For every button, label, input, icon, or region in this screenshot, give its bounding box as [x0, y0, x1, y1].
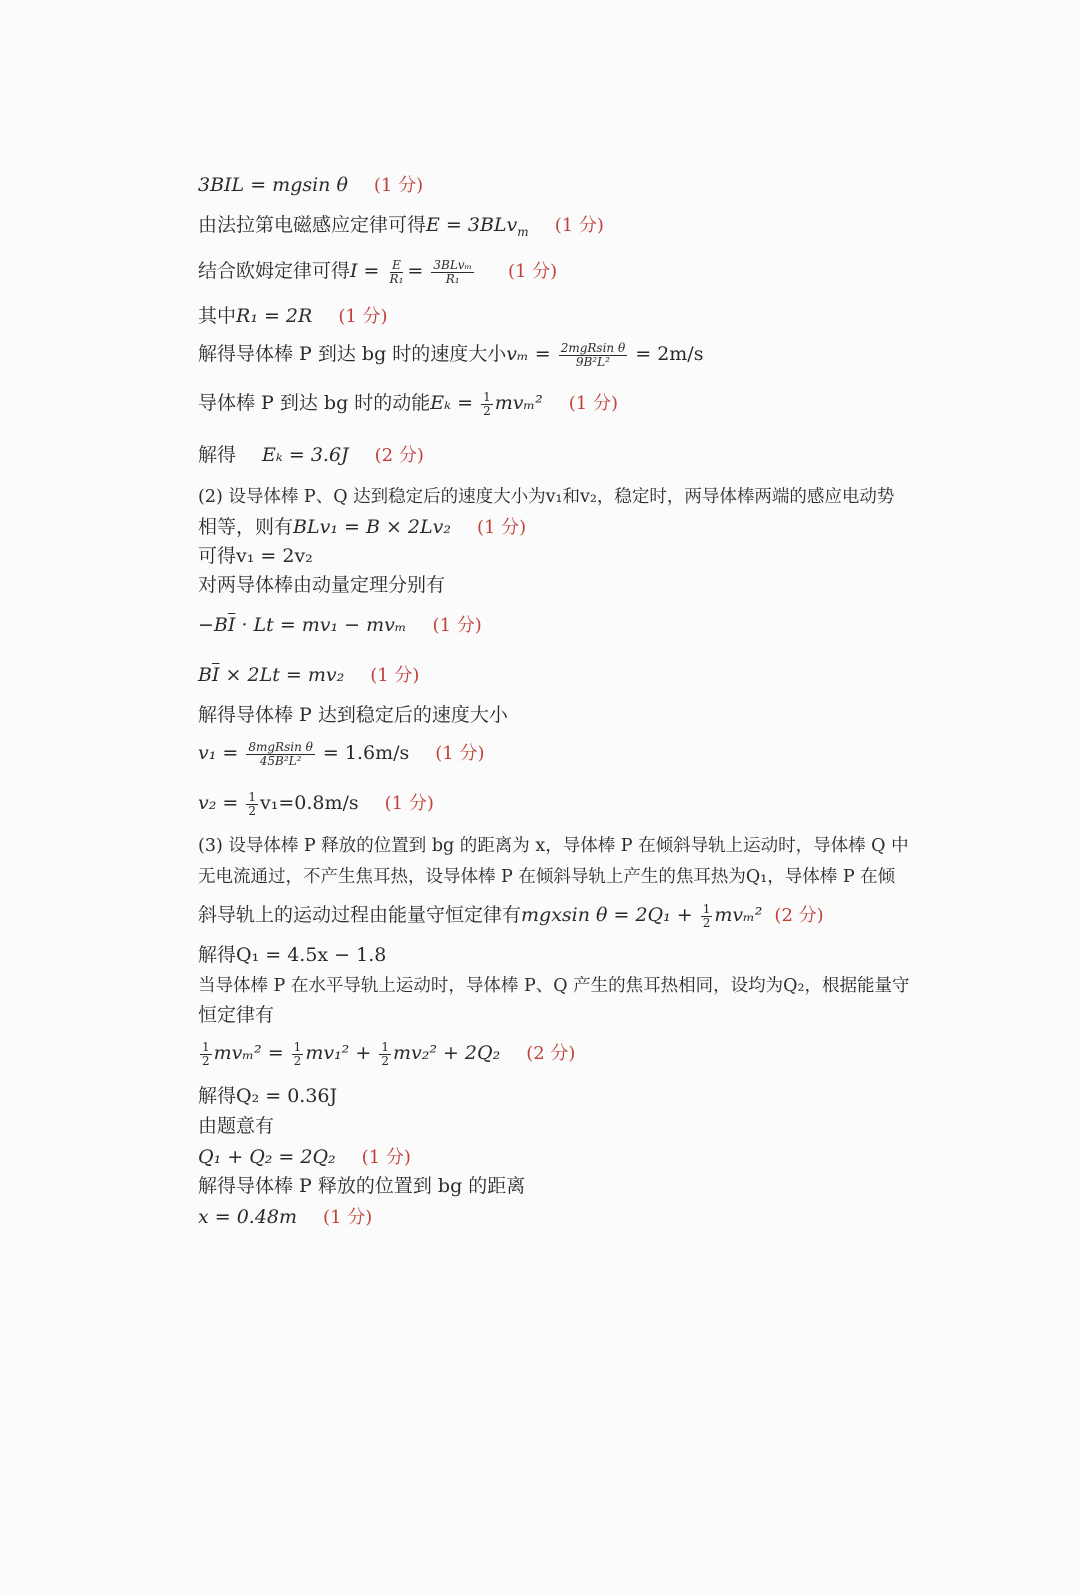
line-given	[198, 1113, 910, 1139]
equation-text: v₂ =	[198, 792, 239, 814]
score-mark: (1 分)	[361, 1147, 411, 1168]
numerator: 1	[248, 789, 256, 804]
equation-text: mvₘ²	[714, 904, 763, 926]
line-q2	[198, 1083, 910, 1109]
denominator: 2	[202, 1053, 210, 1068]
mean-current: $\overline{I}$	[211, 664, 220, 686]
equation-force-balance	[198, 172, 910, 199]
score-mark: (1 分)	[373, 175, 424, 196]
numerator: 2mgRsin θ	[560, 340, 626, 355]
line-momentum-intro	[198, 572, 910, 598]
line-text: 可得v₁ = 2v₂	[198, 545, 313, 567]
subscript: m	[517, 224, 529, 239]
denominator: 2	[293, 1053, 302, 1068]
numerator: 3BLvₘ	[433, 257, 472, 272]
equation-v2	[198, 790, 910, 818]
equation-text: E = 3BLv	[426, 214, 518, 236]
score-mark: (1 分)	[370, 665, 420, 686]
equation-text: R₁ = 2R	[236, 305, 313, 327]
line-text: (2) 设导体棒 P、Q 达到稳定后的速度大小为v₁和v₂，稳定时，两导体棒两端的感应电动势	[198, 487, 895, 507]
equation-text: x = 0.48m	[198, 1206, 298, 1228]
equation-energy	[198, 1040, 910, 1068]
score-mark: (1 分)	[476, 517, 527, 538]
line-text: 斜导轨上的运动过程由能量守恒定律有	[198, 904, 522, 926]
line-text: 解得Q₂ = 0.36J	[198, 1085, 338, 1107]
equation-part: −B	[198, 614, 228, 636]
line-kinetic-energy	[198, 390, 910, 418]
denominator: 2	[381, 1053, 389, 1068]
score-mark: (1 分)	[384, 793, 434, 814]
line-conservation-law	[198, 1002, 910, 1028]
denominator: 2	[483, 403, 491, 418]
equation-text: mv₁² +	[305, 1042, 372, 1064]
score-mark: (1 分)	[554, 215, 604, 236]
equation-text: Eₖ = 3.6J	[262, 444, 349, 466]
line-resistance	[198, 303, 910, 330]
equation-text: mv₂² + 2Q₂	[392, 1042, 501, 1064]
numerator: 1	[381, 1039, 389, 1054]
line-text: 恒定律有	[198, 1004, 275, 1026]
line-steady-speed	[198, 702, 910, 728]
line-faraday-law	[198, 212, 910, 245]
denominator: R₁	[389, 271, 404, 286]
equation-text: Q₁ + Q₂ = 2Q₂	[198, 1146, 336, 1168]
line-text: (3) 设导体棒 P 释放的位置到 bg 的距离为 x，导体棒 P 在倾斜导轨上运动时，导体棒 Q 中	[198, 836, 909, 856]
line-text: 当导体棒 P 在水平导轨上运动时，导体棒 P、Q 产生的焦耳热相同，设均为Q₂，根据能量守	[198, 976, 910, 996]
line-text: 对两导体棒由动量定理分别有	[198, 574, 446, 596]
line-v-relation	[198, 543, 910, 569]
line-text: 由法拉第电磁感应定律可得	[198, 214, 427, 236]
equation-text: mgxsin θ = 2Q₁ +	[521, 904, 693, 926]
equation-q-sum	[198, 1144, 910, 1171]
equation-part: × 2Lt = mv₂	[219, 664, 345, 686]
equation-text: = 1.6m/s	[322, 742, 410, 764]
line-joule-heat	[198, 864, 910, 890]
denominator: R₁	[445, 271, 460, 286]
equation-part: B	[198, 664, 212, 686]
fraction	[379, 1041, 391, 1068]
line-emf-equal	[198, 514, 910, 541]
numerator: 1	[702, 901, 711, 916]
denominator: 2	[248, 803, 256, 818]
fraction	[292, 1041, 304, 1068]
line-text: 其中	[198, 305, 237, 327]
equation-momentum-p	[198, 612, 910, 639]
score-mark: (2 分)	[774, 905, 824, 926]
line-text: 解得导体棒 P 达到稳定后的速度大小	[198, 704, 508, 726]
equation-text: v₁=0.8m/s	[260, 792, 359, 814]
score-mark: (2 分)	[374, 445, 424, 466]
score-mark: (1 分)	[507, 261, 558, 282]
score-mark: (1 分)	[323, 1207, 373, 1228]
denominator: 45B²L²	[259, 753, 302, 768]
equation-text: I =	[350, 260, 380, 282]
fraction	[481, 391, 493, 418]
line-text: 解得Q₁ = 4.5x − 1.8	[198, 944, 387, 966]
numerator: E	[392, 257, 401, 272]
score-mark: (1 分)	[338, 306, 388, 327]
line-horizontal-rail	[198, 973, 910, 999]
fraction	[701, 903, 713, 930]
denominator: 2	[702, 915, 711, 930]
score-mark: (1 分)	[432, 615, 482, 636]
equation-momentum-q	[198, 662, 910, 689]
line-ohm-law: 结合欧姆定律可得I = $\frac{E}{\text{R₁}}$ = $\frac{\text{3BLvₘ}}{\text{R₁}}$ (1 分)	[198, 257, 558, 286]
equation-part: · Lt = mv₁ − mvₘ	[235, 614, 407, 636]
fraction	[200, 1041, 212, 1068]
fraction	[246, 741, 315, 768]
equation-text: BLv₁ = B × 2Lv₂	[293, 516, 451, 538]
line-text: 无电流通过，不产生焦耳热，设导体棒 P 在倾斜导轨上产生的焦耳热为Q₁，导体棒 P 在倾	[198, 867, 896, 887]
line-text: 由题意有	[198, 1115, 275, 1137]
denominator: 9B²L²	[575, 354, 610, 369]
fraction	[388, 259, 406, 286]
equation-text: vₘ =	[506, 343, 551, 365]
equation-text: mvₘ²	[494, 392, 543, 414]
mean-current: $\overline{I}$	[227, 614, 236, 636]
equation-text	[198, 664, 344, 686]
line-text: 相等，则有	[198, 516, 294, 538]
numerator: 1	[483, 389, 491, 404]
line-text: 解得导体棒 P 释放的位置到 bg 的距离	[198, 1175, 526, 1197]
numerator: 1	[202, 1039, 210, 1054]
score-mark: (1 分)	[568, 393, 618, 414]
equation-text	[198, 614, 407, 636]
equation-text: 3BIL = mgsin θ	[198, 174, 348, 196]
equation-text: v₁ =	[198, 742, 239, 764]
part-3-intro	[198, 833, 910, 859]
numerator: 8mgRsin θ	[248, 739, 313, 754]
fraction	[431, 259, 474, 286]
line-text: 解得导体棒 P 到达 bg 时的速度大小	[198, 343, 507, 365]
score-mark: (1 分)	[435, 743, 485, 764]
line-ek-result	[198, 442, 910, 469]
line-text: 结合欧姆定律可得	[198, 260, 351, 282]
numerator: 1	[293, 1039, 302, 1054]
equation-text: = 2m/s	[635, 343, 704, 365]
fraction	[246, 791, 258, 818]
equation-v1	[198, 740, 910, 768]
equation-text: Eₖ =	[430, 392, 474, 414]
line-q1	[198, 942, 910, 968]
fraction	[559, 342, 628, 369]
line-text: 解得	[198, 444, 237, 466]
score-mark: (2 分)	[526, 1043, 576, 1064]
line-energy-conservation	[198, 902, 910, 930]
part-2-intro	[198, 484, 910, 510]
equation-distance	[198, 1204, 910, 1231]
line-max-velocity	[198, 341, 910, 369]
equation-text: mvₘ² =	[213, 1042, 284, 1064]
line-text: 导体棒 P 到达 bg 时的动能	[198, 392, 431, 414]
line-distance-intro	[198, 1173, 910, 1199]
